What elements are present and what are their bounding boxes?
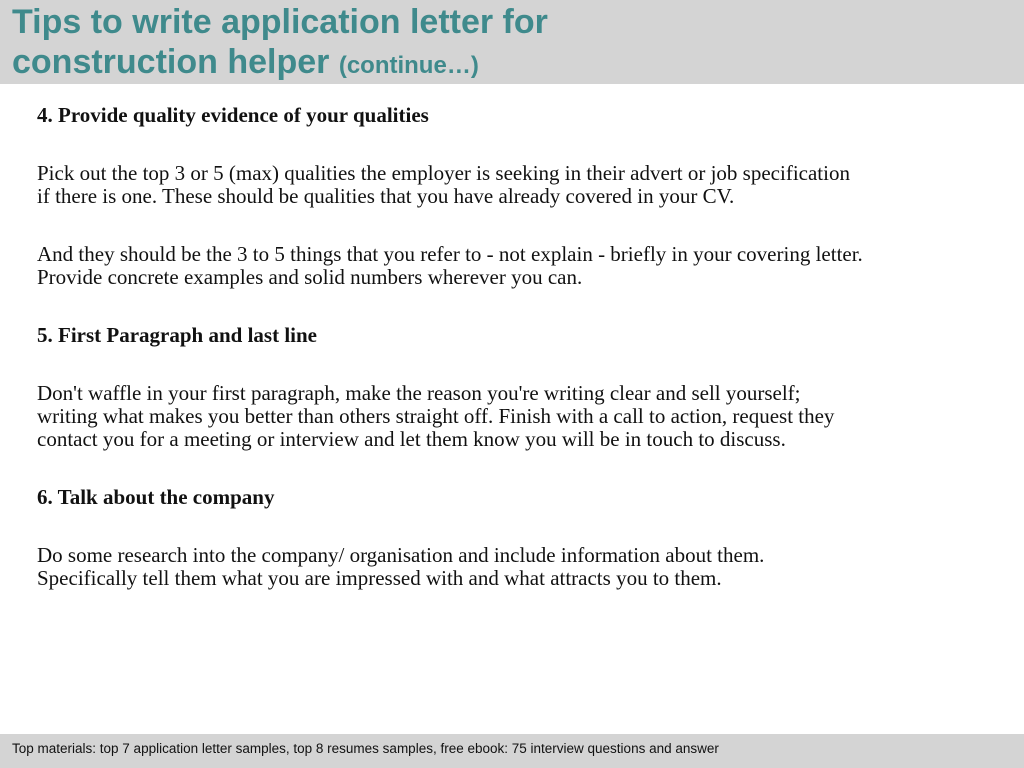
- section-heading-company: 6. Talk about the company: [37, 485, 275, 509]
- paragraph-concrete-examples: [37, 243, 1007, 289]
- footer-text: Top materials: top 7 application letter samples, top 8 resumes samples, free ebook: 75 interview questions and answer: [12, 741, 719, 756]
- paragraph-line: Specifically tell them what you are impressed with and what attracts you to them.: [37, 566, 722, 590]
- slide-title: [12, 2, 548, 86]
- title-line-2: [12, 42, 548, 86]
- slide-content: [37, 104, 1007, 590]
- paragraph-first-paragraph: [37, 382, 1007, 451]
- title-continue-suffix: (continue…): [338, 52, 479, 79]
- paragraph-line: if there is one. These should be qualities that you have already covered in your CV.: [37, 184, 735, 208]
- footer-bar: [0, 734, 1024, 768]
- paragraph-line: And they should be the 3 to 5 things that you refer to - not explain - briefly in your covering letter.: [37, 242, 863, 266]
- header-bar: [0, 0, 1024, 84]
- paragraph-line: Do some research into the company/ organisation and include information about them.: [37, 543, 765, 567]
- paragraph-company-research: [37, 544, 1007, 590]
- title-line-2-text: construction helper: [12, 43, 330, 81]
- section-heading-first-paragraph: 5. First Paragraph and last line: [37, 323, 318, 347]
- paragraph-line: contact you for a meeting or interview and let them know you will be in touch to discuss.: [37, 427, 786, 451]
- paragraph-line: writing what makes you better than others straight off. Finish with a call to action, request they: [37, 404, 835, 428]
- paragraph-line: Don't waffle in your first paragraph, make the reason you're writing clear and sell yourself;: [37, 381, 801, 405]
- section-heading-qualities: 4. Provide quality evidence of your qualities: [37, 103, 429, 127]
- paragraph-top-qualities: [37, 162, 1007, 208]
- title-line-1: Tips to write application letter for: [12, 3, 548, 41]
- paragraph-line: Provide concrete examples and solid numbers wherever you can.: [37, 265, 583, 289]
- paragraph-line: Pick out the top 3 or 5 (max) qualities the employer is seeking in their advert or job specification: [37, 161, 850, 185]
